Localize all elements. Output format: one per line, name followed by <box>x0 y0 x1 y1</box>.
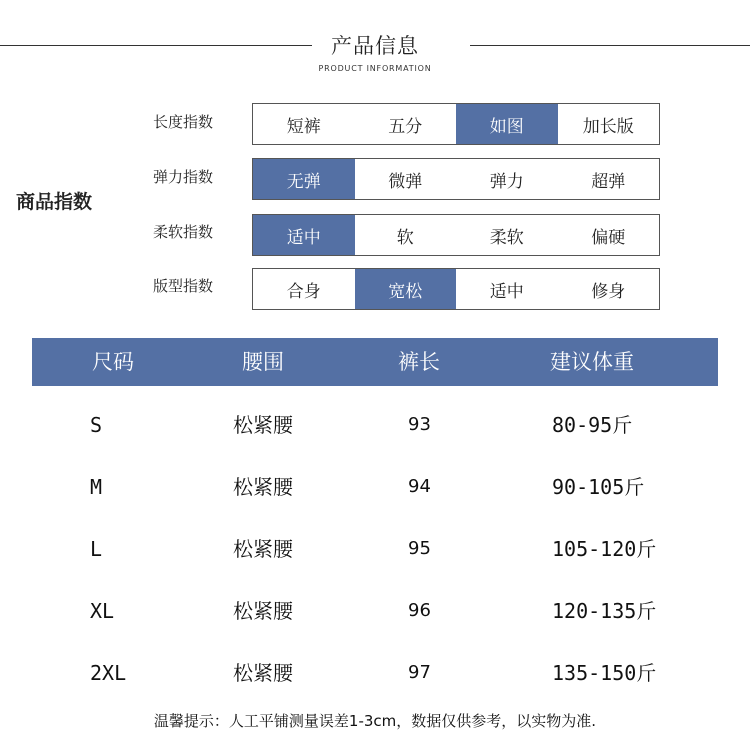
length-cell: 96 <box>408 600 431 621</box>
index-option: 短裤 <box>286 116 321 137</box>
length-cell: 97 <box>408 662 431 683</box>
index-scale-length <box>252 103 660 145</box>
page-subtitle: PRODUCT INFORMATION <box>318 64 432 73</box>
index-label-elasticity: 弹力指数 <box>153 168 214 186</box>
size-cell: XL <box>90 599 115 623</box>
column-header-waist: 腰围 <box>242 350 284 374</box>
weight-cell: 80-95斤 <box>552 413 633 437</box>
index-label-softness: 柔软指数 <box>153 223 214 241</box>
waist-cell: 松紧腰 <box>233 661 293 685</box>
weight-cell: 90-105斤 <box>552 475 645 499</box>
waist-cell: 松紧腰 <box>233 599 293 623</box>
index-option: 合身 <box>286 281 321 302</box>
index-option: 如图 <box>456 104 558 144</box>
index-option: 软 <box>396 227 414 248</box>
length-cell: 93 <box>408 414 431 435</box>
table-row <box>0 591 750 631</box>
length-cell: 94 <box>408 476 431 497</box>
weight-cell: 105-120斤 <box>552 537 657 561</box>
size-table-header <box>32 338 718 386</box>
column-header-length: 裤长 <box>398 350 440 374</box>
weight-cell: 135-150斤 <box>552 661 657 685</box>
section-label: 商品指数 <box>16 191 93 213</box>
index-scale-elasticity <box>252 158 660 200</box>
index-option: 宽松 <box>355 269 457 309</box>
table-row <box>0 405 750 445</box>
footer-note: 温馨提示：人工平铺测量误差1-3cm，数据仅供参考，以实物为准. <box>153 712 597 730</box>
index-option: 修身 <box>591 281 626 302</box>
table-row <box>0 653 750 693</box>
index-option: 柔软 <box>489 227 524 248</box>
size-cell: M <box>90 475 103 499</box>
index-label-length: 长度指数 <box>153 113 214 131</box>
index-option: 加长版 <box>582 116 634 137</box>
index-scale-softness <box>252 214 660 256</box>
index-option: 适中 <box>253 215 355 255</box>
index-option: 偏硬 <box>591 227 626 248</box>
index-option: 弹力 <box>489 171 524 192</box>
waist-cell: 松紧腰 <box>233 413 293 437</box>
index-option: 无弹 <box>253 159 355 199</box>
size-cell: 2XL <box>90 661 127 685</box>
length-cell: 95 <box>408 538 431 559</box>
weight-cell: 120-135斤 <box>552 599 657 623</box>
column-header-size: 尺码 <box>92 350 134 374</box>
index-scale-fit <box>252 268 660 310</box>
index-label-fit: 版型指数 <box>153 277 214 295</box>
waist-cell: 松紧腰 <box>233 537 293 561</box>
index-option: 适中 <box>489 281 524 302</box>
table-row <box>0 529 750 569</box>
index-option: 五分 <box>388 116 423 137</box>
index-option: 超弹 <box>591 171 626 192</box>
waist-cell: 松紧腰 <box>233 475 293 499</box>
size-cell: S <box>90 413 103 437</box>
column-header-weight: 建议体重 <box>550 350 634 374</box>
table-row <box>0 467 750 507</box>
page-title: 产品信息 <box>331 34 419 58</box>
index-option: 微弹 <box>388 171 423 192</box>
size-cell: L <box>90 537 103 561</box>
